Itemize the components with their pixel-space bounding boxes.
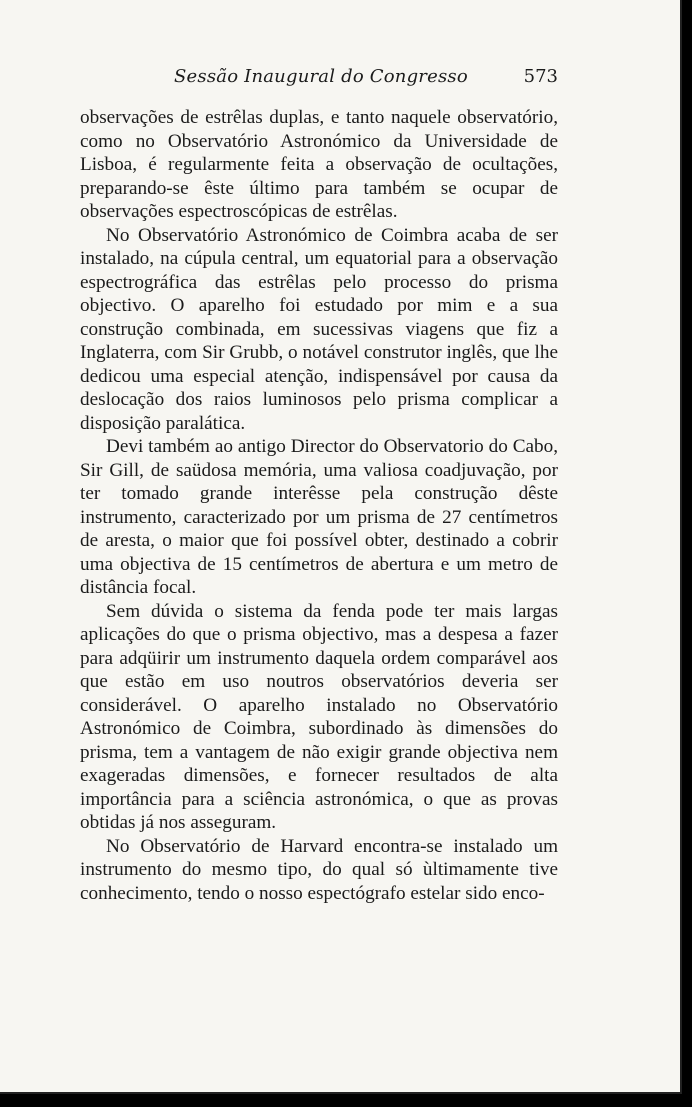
body-text — [80, 106, 558, 905]
paragraph-slit-system: Sem dúvida o sistema da fenda pode ter mais largas aplicações do que o prisma objectivo, mas a despesa a fazer para adqüirir um instrumento daquela ordem comparável aos que estão em uso noutros observatórios deveria ser considerável. O aparelho instalado no Observatório Astronómico de Coimbra, subordinado às dimensões do prisma, tem a vantagem de não exigir grande objectiva nem exageradas dimensões, e fornecer resultados de alta importância para a sciência astronómica, o que as provas obtidas já nos asseguram. — [80, 600, 558, 833]
page-header — [80, 66, 558, 92]
running-title: Sessão Inaugural do Congresso — [174, 66, 468, 87]
page-number: 573 — [523, 66, 558, 87]
paragraph-harvard: No Observatório de Harvard encontra-se instalado um instrumento do mesmo tipo, do qual só ùltimamente tive conhecimento, tendo o nosso espectógrafo estelar sido enco- — [80, 835, 558, 904]
paragraph-coimbra-equatorial: No Observatório Astronómico de Coimbra acaba de ser instalado, na cúpula central, um equatorial para a observação espectrográfica das estrêlas pelo processo do prisma objectivo. O aparelho foi estudado por mim e a sua construção combinada, em sucessivas viagens que fiz a Inglaterra, com Sir Grubb, o notável construtor inglês, que lhe dedicou uma especial atenção, indispensável por causa da deslocação dos raios luminosos pelo prisma complicar a disposição paralática. — [80, 224, 558, 434]
paragraph-sir-gill: Devi também ao antigo Director do Observatorio do Cabo, Sir Gill, de saüdosa memória, uma valiosa coadjuvação, por ter tomado grande interêsse pela construção dêste instrumento, caracterizado por um prisma de 27 centímetros de aresta, o maior que foi possível obter, destinado a cobrir uma objectiva de 15 centímetros de abertura e um metro de distância focal. — [80, 436, 558, 598]
paragraph-continued: observações de estrêlas duplas, e tanto naquele observatório, como no Observatório Astronómico da Universidade de Lisboa, é regularmente feita a observação de ocultações, preparando-se êste último para também se ocupar de observações espectroscópicas de estrêlas. — [80, 107, 558, 222]
